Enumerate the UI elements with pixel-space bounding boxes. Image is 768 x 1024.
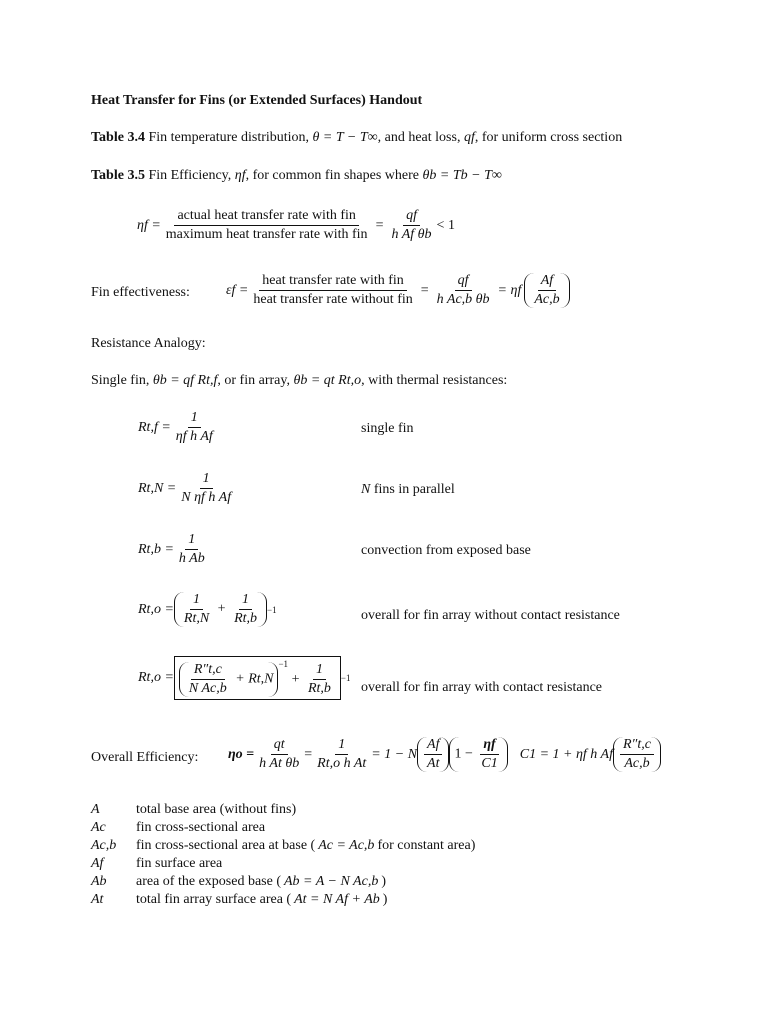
glossary-item [91,874,475,892]
fraction-denominator: Ac,b [534,292,560,307]
single-fin-relation: θb = qf Rt,f [152,373,218,388]
overall-efficiency-label: Overall Efficiency: [91,750,199,765]
contact-ratio-paren [613,737,661,772]
resistance-overall-contact-equation [138,656,351,700]
glossary-symbol: Af [91,856,104,871]
effectiveness-mid: = ηf [497,282,522,298]
fraction-numerator: Af [538,273,556,291]
resistance-fraction [181,592,212,627]
resistance-fraction [231,592,260,627]
glossary-desc: area of the exposed base ( [136,874,281,889]
table-3-5-line [91,168,502,184]
heat-loss-symbol: qf [463,130,475,145]
resistance-single-fin-equation [138,410,218,445]
resistance-paren [179,662,279,697]
resistance-heading: Resistance Analogy: [91,336,206,351]
fraction-denominator: Rt,b [234,611,258,626]
fraction-numerator: qf [455,273,472,291]
efficiency-lhs: ηf = [137,217,161,233]
fin-efficiency-symbol: ηf [234,168,246,183]
fraction-denominator: ηf h Af [175,429,213,444]
fraction-denominator: At [427,756,440,771]
fraction-denominator: Rt,N [183,611,210,626]
fraction-numerator: 1 [335,737,348,755]
fraction-denominator: Ac,b [624,756,650,771]
glossary-item [91,856,475,874]
fin-effectiveness-label: Fin effectiveness: [91,285,190,300]
glossary-equation: At = N Af + Ab [294,892,380,907]
glossary-equation: Ab = A − N Ac,b [283,874,379,889]
plus-term: + Rt,N [235,672,274,687]
inverse-exponent: −1 [267,604,277,615]
fraction-denominator: N Ac,b [188,681,227,697]
resistance-desc: single fin [361,421,414,436]
table-3-4-line [91,130,622,146]
glossary-symbol: Ab [91,874,107,889]
glossary-symbol: Ac,b [91,838,117,853]
fraction-numerator: R″t,c [620,737,654,755]
fraction-denominator: Rt,b [307,681,331,697]
glossary-item [91,802,475,820]
glossary [91,802,475,910]
fraction-numerator: ηf [480,737,498,755]
resistance-lhs: Rt,b = [138,541,174,557]
efficiency-fraction-symbols [388,208,434,243]
fraction-denominator: C1 [481,756,498,771]
resistance-fraction [305,662,334,697]
glossary-symbol: Ac [91,820,106,835]
plus-sign: + [291,672,300,687]
efficiency-ratio-paren [449,737,507,772]
intro-c: , with thermal resistances: [361,373,508,388]
overall-fraction [620,737,654,772]
fin-effectiveness-equation: εf = $\frac{\text{heat transfer rate with fin}}{\text{heat transfer rate without fin}}$ = $\frac{qf}{\text{h Ac,b θb}}$ = ηf $\frac{Af}{Ac,b}$ [226,273,570,308]
theta-b-definition: θb = Tb − T∞ [422,168,502,183]
fraction-denominator: N ηf h Af [181,490,232,505]
plus-sign: + [217,601,226,617]
glossary-item [91,892,475,910]
glossary-equation: Ac = Ac,b [318,838,375,853]
overall-fraction [256,737,302,772]
glossary-symbol: At [91,892,104,907]
fraction-denominator: h Ac,b θb [436,292,490,307]
resistance-paren [174,592,267,627]
glossary-desc: fin cross-sectional area [136,820,266,835]
fraction-numerator: 1 [239,592,252,610]
resistance-lhs: Rt,o = [138,670,174,686]
resistance-desc: overall for fin array without contact resistance [361,608,620,623]
intro-b: , or fin array, [217,373,290,388]
overall-fraction [424,737,442,772]
table-3-4-text-b: , and heat loss, [377,130,461,145]
glossary-desc: fin surface area [136,856,223,871]
glossary-desc: total base area (without fins) [136,802,297,817]
resistance-lhs: Rt,f = [138,419,171,435]
efficiency-fraction-words [163,208,371,243]
fraction-numerator: 1 [185,532,198,550]
equals-sign: = [304,746,313,762]
resistance-fraction [176,532,208,567]
inner-exponent: −1 [278,659,289,669]
theta-definition: θ = T − T∞ [312,130,378,145]
resistance-lhs: Rt,o = [138,601,174,617]
glossary-tail: for constant area) [377,838,476,853]
resistance-desc: overall for fin array with contact resistance [361,680,603,695]
glossary-item [91,820,475,838]
glossary-desc: total fin array surface area ( [136,892,292,907]
resistance-desc-n: N [361,482,371,497]
area-ratio-fraction [531,273,562,308]
resistance-desc [361,482,455,498]
glossary-item [91,838,475,856]
table-3-4-text-a: Fin temperature distribution, [148,130,310,145]
page-title: Heat Transfer for Fins (or Extended Surfaces) Handout [91,93,423,108]
fraction-numerator: qt [271,737,288,755]
fraction-numerator: R″t,c [191,662,225,680]
c1-definition: C1 = 1 + ηf h Af [519,746,613,762]
overall-term: = 1 − N [371,746,418,762]
resistance-desc-text: fins in parallel [370,482,455,497]
fraction-numerator: 1 [190,592,203,610]
glossary-symbol: A [91,802,100,817]
table-3-4-label: Table 3.4 [91,130,145,145]
resistance-fins-parallel-equation [138,471,236,506]
effectiveness-lhs: εf = [226,282,249,298]
fraction-denominator: h Af θb [391,227,432,242]
inverse-exponent: −1 [340,673,351,684]
fraction-numerator: 1 [200,471,213,489]
resistance-intro [91,373,507,389]
table-3-4-text-c: , for uniform cross section [474,130,623,145]
table-3-5-text-a: Fin Efficiency, [148,168,232,183]
fraction-denominator: Rt,o h At [317,756,367,771]
fraction-numerator: Af [424,737,442,755]
fraction-denominator: h Ab [178,551,205,566]
resistance-lhs: Rt,N = [138,480,177,496]
resistance-base-equation [138,532,210,567]
intro-a: Single fin, [91,373,150,388]
overall-efficiency-equation [228,737,661,772]
glossary-tail: ) [381,874,386,889]
resistance-fraction [178,471,234,506]
fraction-numerator: 1 [313,662,326,680]
table-3-5-label: Table 3.5 [91,168,145,183]
overall-lhs: ηo = [228,746,255,762]
glossary-tail: ) [382,892,388,907]
fin-efficiency-equation: ηf = $\frac{\text{actual heat transfer rate with fin}}{\text{maximum heat transfer rate with fin}}$ = $\frac{qf}{\text{h Af θb}}$ < 1 [137,208,455,242]
fraction-numerator: qf [403,208,420,226]
fraction-denominator: maximum heat transfer rate with fin [165,227,368,242]
fraction-numerator: 1 [188,410,201,428]
resistance-overall-equation [138,592,277,627]
table-3-5-text-b: , for common fin shapes where [245,168,420,183]
fin-array-relation: θb = qt Rt,o [293,373,362,388]
area-ratio-paren [524,273,569,308]
resistance-bracket [174,656,341,700]
glossary-desc: fin cross-sectional area at base ( [136,838,316,853]
fraction-denominator: heat transfer rate without fin [253,292,413,307]
resistance-fraction [186,662,230,697]
area-ratio-paren [417,737,449,772]
fraction-numerator: heat transfer rate with fin [259,273,407,291]
resistance-desc: convection from exposed base [361,543,531,558]
fraction-numerator: actual heat transfer rate with fin [174,208,358,226]
overall-fraction [314,737,369,772]
effectiveness-fraction-words [250,273,415,308]
efficiency-bound: < 1 [436,217,455,233]
resistance-fraction [173,410,216,445]
overall-fraction [478,737,500,772]
one-minus: 1 − [454,746,473,762]
effectiveness-fraction-symbols [434,273,493,308]
fraction-denominator: h At θb [259,756,300,771]
